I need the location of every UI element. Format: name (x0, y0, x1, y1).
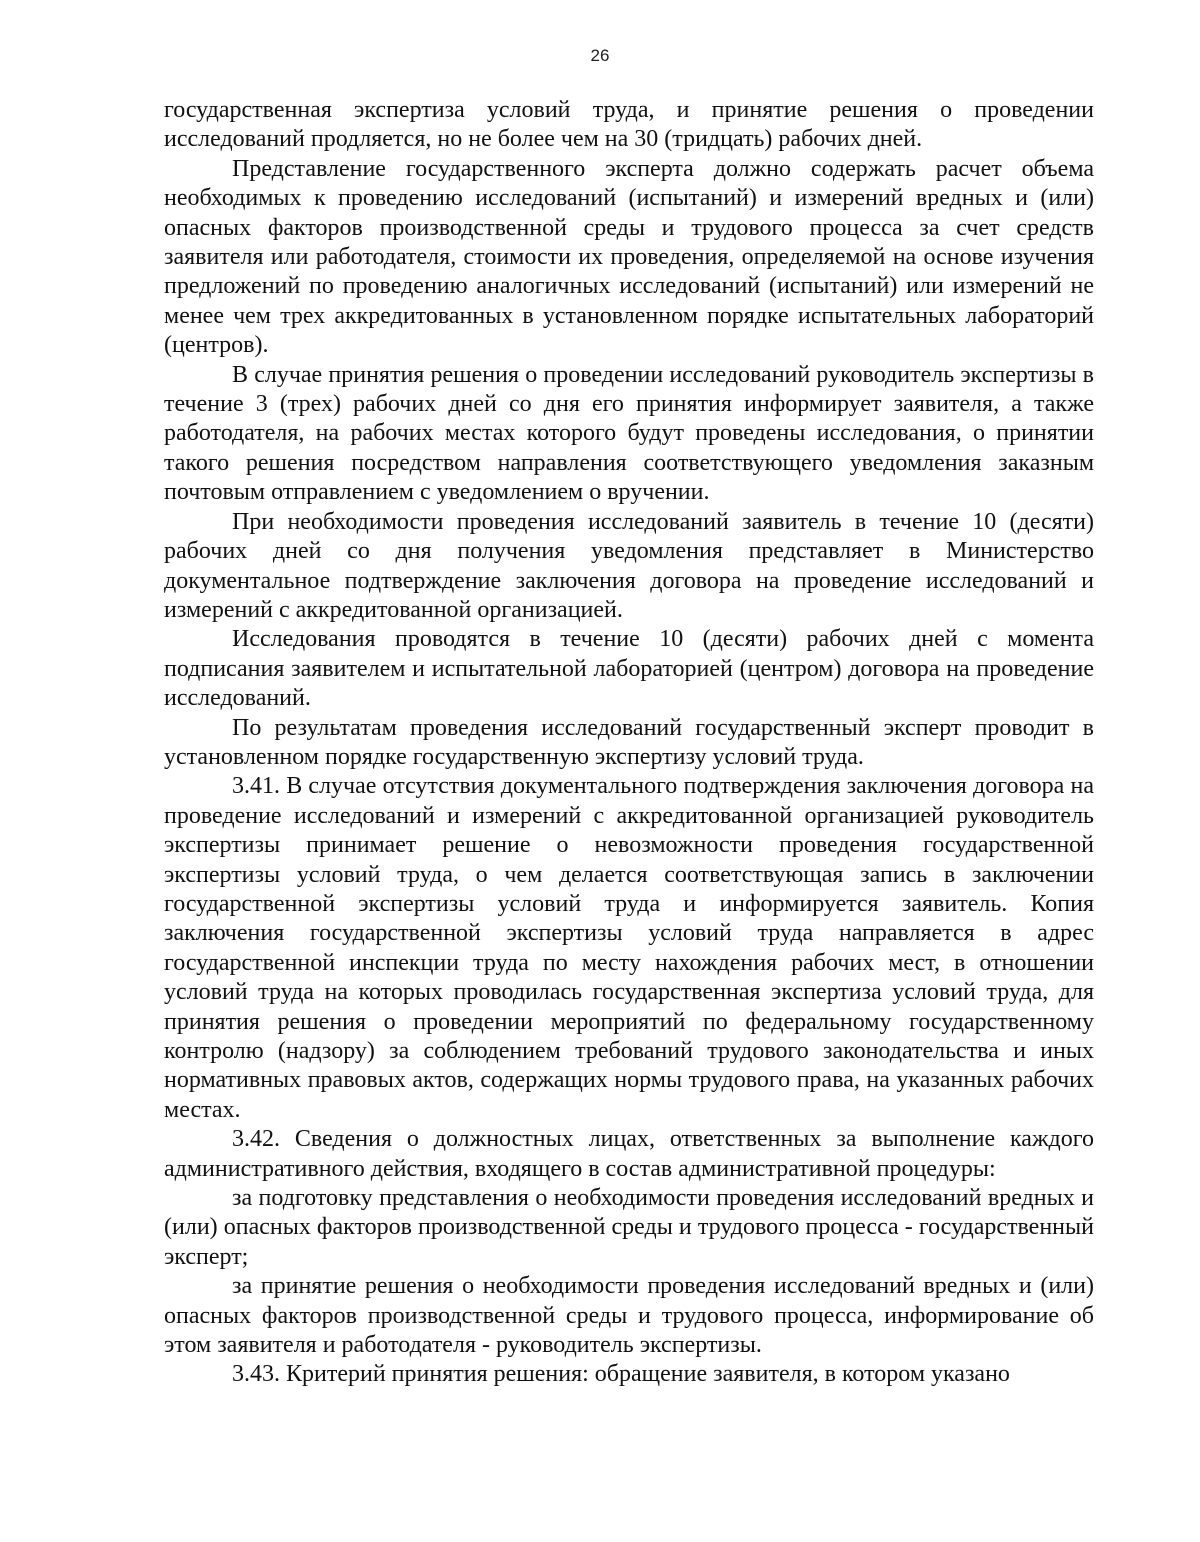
paragraph-responsible-expert: за подготовку представления о необходимости проведения исследований вредных и (или) опасных факторов производственной среды и трудового процесса - государственный эксперт; (164, 1185, 1094, 1270)
paragraph-applicant-confirmation: При необходимости проведения исследований заявитель в течение 10 (десяти) рабочих дней со дня получения уведомления представляет в Министерство документальное подтверждение заключения договора на проведение исследований и измерений с аккредитованной организацией. (164, 508, 1094, 623)
paragraph-clause-3-41: 3.41. В случае отсутствия документального подтверждения заключения договора на проведение исследований и измерений с аккредитованной организацией руководитель экспертизы принимает решение о невозможности проведения государственной экспертизы условий труда, о чем делается соответствующая запись в заключении государственной экспертизы условий труда и информируется заявитель. Копия заключения государственной экспертизы условий труда направляется в адрес государственной инспекции труда по месту нахождения рабочих мест, в отношении условий труда на которых проводилась государственная экспертиза условий труда, для принятия решения о проведении мероприятий по федеральному государственному контролю (надзору) за соблюдением требований трудового законодательства и иных нормативных правовых актов, содержащих нормы трудового права, на указанных рабочих местах. (164, 773, 1094, 1123)
page-number: 26 (590, 46, 610, 65)
paragraph-decision-notification: В случае принятия решения о проведении исследований руководитель экспертизы в течение 3 (трех) рабочих дней со дня его принятия информирует заявителя, а также работодателя, на рабочих местах которого будут проведены исследования, о принятии такого решения посредством направления соответствующего уведомления заказным почтовым отправлением с уведомлением о вручении. (164, 361, 1094, 506)
paragraph-clause-3-42: 3.42. Сведения о должностных лицах, ответственных за выполнение каждого административного действия, входящего в состав административной процедуры: (164, 1126, 1094, 1182)
paragraph-expert-submission: Представление государственного эксперта должно содержать расчет объема необходимых к проведению исследований (испытаний) и измерений вредных и (или) опасных факторов производственной среды и трудового процесса за счет средств заявителя или работодателя, стоимости их проведения, определяемой на основе изучения предложений по проведению аналогичных исследований (испытаний) или измерений не менее чем трех аккредитованных в установленном порядке испытательных лабораторий (центров). (164, 155, 1094, 359)
paragraph-clause-3-43: 3.43. Критерий принятия решения: обращение заявителя, в котором указано (232, 1361, 1010, 1388)
paragraph-research-results: По результатам проведения исследований государственный эксперт проводит в установленном порядке государственную экспертизу условий труда. (164, 714, 1094, 770)
paragraph-research-period: Исследования проводятся в течение 10 (десяти) рабочих дней с момента подписания заявителем и испытательной лабораторией (центром) договора на проведение исследований. (164, 626, 1094, 712)
paragraph-continuation: государственная экспертиза условий труда, и принятие решения о проведении исследований продляется, но не более чем на 30 (тридцать) рабочих дней. (164, 97, 1094, 153)
paragraph-responsible-head: за принятие решения о необходимости проведения исследований вредных и (или) опасных факторов производственной среды и трудового процесса, информирование об этом заявителя и работодателя - руководитель экспертизы. (164, 1273, 1094, 1359)
document-body (164, 96, 1094, 1390)
